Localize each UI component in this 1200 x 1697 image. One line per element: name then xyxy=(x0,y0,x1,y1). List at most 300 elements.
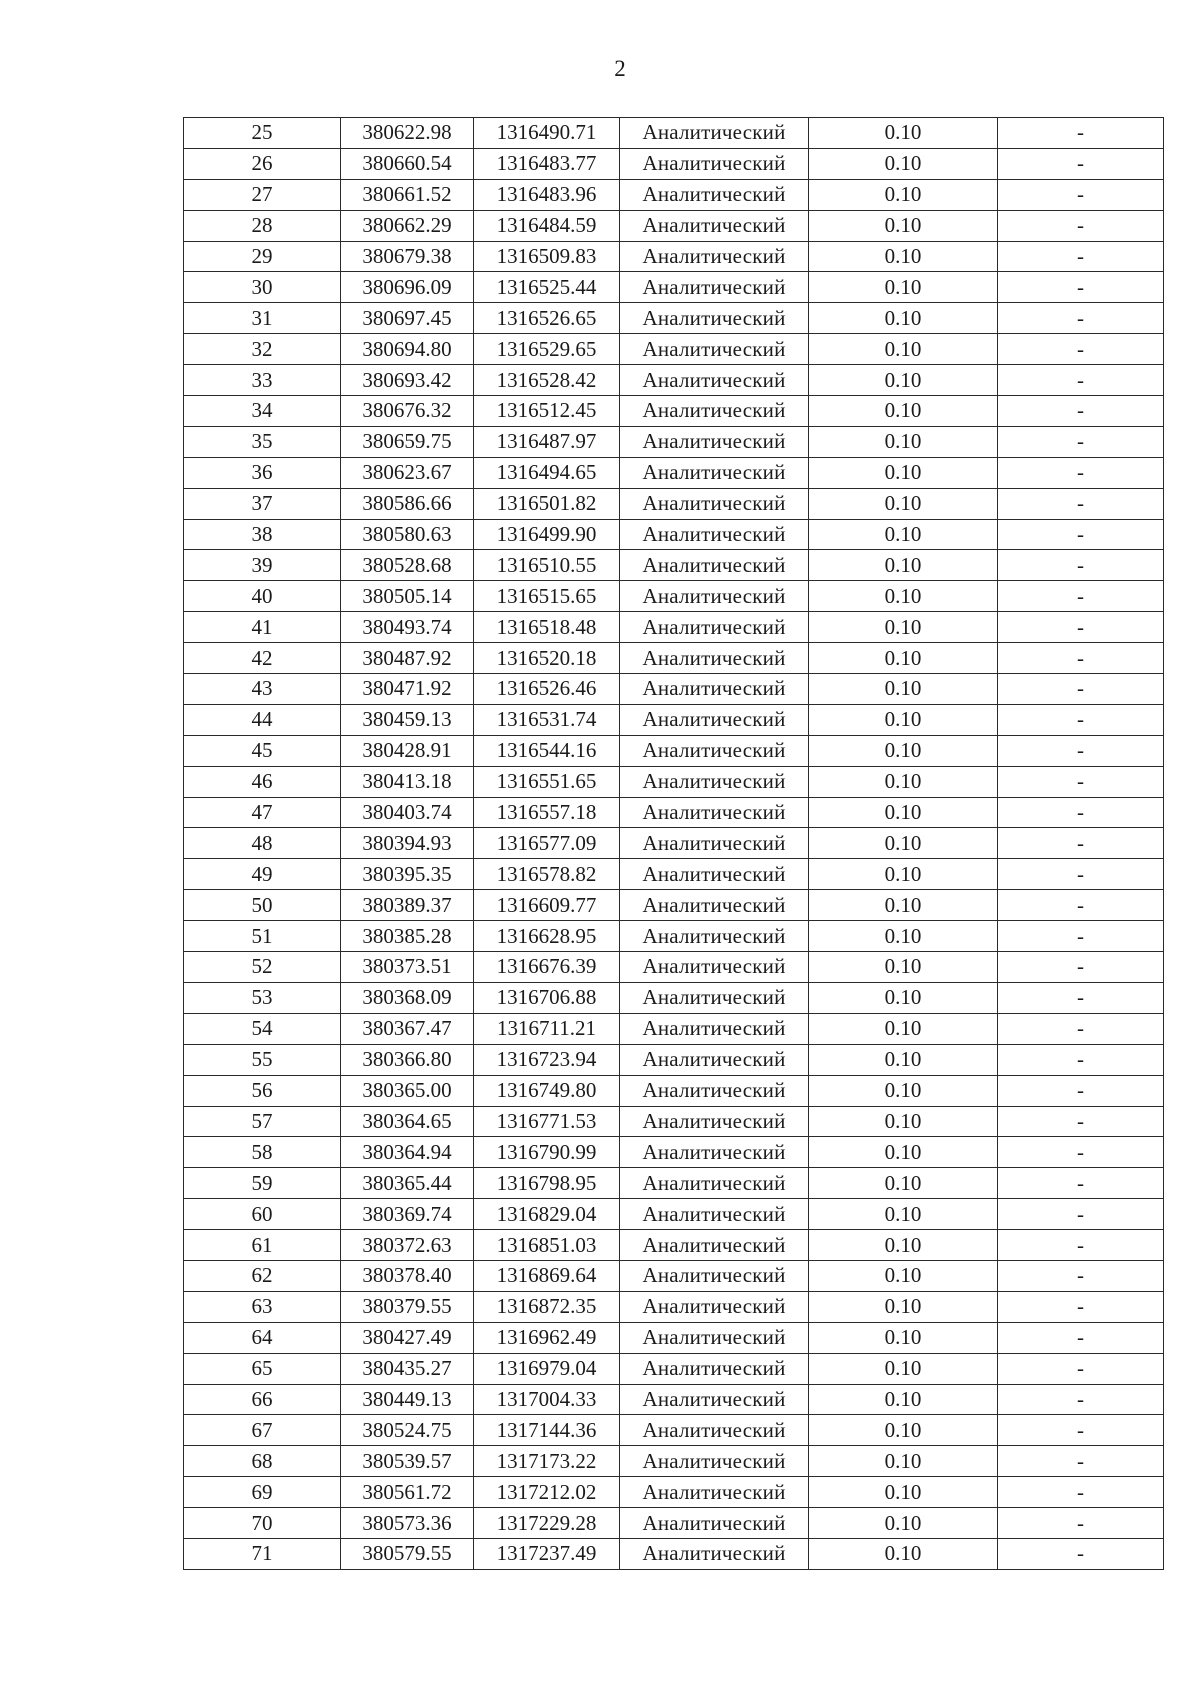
table-row xyxy=(184,674,1164,705)
y-coordinate-cell: 1316676.39 xyxy=(474,952,620,983)
x-coordinate-cell: 380528.68 xyxy=(341,550,474,581)
accuracy-cell: 0.10 xyxy=(809,1353,998,1384)
x-coordinate-cell: 380385.28 xyxy=(341,921,474,952)
x-coordinate-cell: 380428.91 xyxy=(341,735,474,766)
accuracy-cell: 0.10 xyxy=(809,550,998,581)
table-row xyxy=(184,1044,1164,1075)
accuracy-cell: 0.10 xyxy=(809,241,998,272)
table-row xyxy=(184,241,1164,272)
accuracy-cell: 0.10 xyxy=(809,1322,998,1353)
accuracy-cell: 0.10 xyxy=(809,457,998,488)
method-cell: Аналитический xyxy=(620,457,809,488)
method-cell: Аналитический xyxy=(620,921,809,952)
y-coordinate-cell: 1316790.99 xyxy=(474,1137,620,1168)
point-number-cell: 63 xyxy=(184,1291,341,1322)
method-cell: Аналитический xyxy=(620,148,809,179)
table-row xyxy=(184,210,1164,241)
y-coordinate-cell: 1316544.16 xyxy=(474,735,620,766)
y-coordinate-cell: 1317173.22 xyxy=(474,1446,620,1477)
point-number-cell: 54 xyxy=(184,1013,341,1044)
table-row xyxy=(184,1446,1164,1477)
point-number-cell: 56 xyxy=(184,1075,341,1106)
y-coordinate-cell: 1316962.49 xyxy=(474,1322,620,1353)
point-number-cell: 40 xyxy=(184,581,341,612)
table-row xyxy=(184,1538,1164,1569)
point-number-cell: 55 xyxy=(184,1044,341,1075)
y-coordinate-cell: 1316979.04 xyxy=(474,1353,620,1384)
table-row xyxy=(184,735,1164,766)
table-row xyxy=(184,1353,1164,1384)
y-coordinate-cell: 1316512.45 xyxy=(474,396,620,427)
note-cell: - xyxy=(998,704,1164,735)
point-number-cell: 30 xyxy=(184,272,341,303)
x-coordinate-cell: 380561.72 xyxy=(341,1477,474,1508)
accuracy-cell: 0.10 xyxy=(809,519,998,550)
accuracy-cell: 0.10 xyxy=(809,1415,998,1446)
note-cell: - xyxy=(998,643,1164,674)
note-cell: - xyxy=(998,1477,1164,1508)
y-coordinate-cell: 1316798.95 xyxy=(474,1168,620,1199)
method-cell: Аналитический xyxy=(620,1322,809,1353)
note-cell: - xyxy=(998,334,1164,365)
accuracy-cell: 0.10 xyxy=(809,488,998,519)
method-cell: Аналитический xyxy=(620,365,809,396)
point-number-cell: 39 xyxy=(184,550,341,581)
point-number-cell: 65 xyxy=(184,1353,341,1384)
method-cell: Аналитический xyxy=(620,1477,809,1508)
note-cell: - xyxy=(998,1199,1164,1230)
point-number-cell: 26 xyxy=(184,148,341,179)
method-cell: Аналитический xyxy=(620,704,809,735)
note-cell: - xyxy=(998,921,1164,952)
note-cell: - xyxy=(998,952,1164,983)
note-cell: - xyxy=(998,797,1164,828)
accuracy-cell: 0.10 xyxy=(809,272,998,303)
x-coordinate-cell: 380661.52 xyxy=(341,179,474,210)
accuracy-cell: 0.10 xyxy=(809,1137,998,1168)
y-coordinate-cell: 1316557.18 xyxy=(474,797,620,828)
table-row xyxy=(184,457,1164,488)
y-coordinate-cell: 1317237.49 xyxy=(474,1538,620,1569)
accuracy-cell: 0.10 xyxy=(809,1508,998,1539)
accuracy-cell: 0.10 xyxy=(809,828,998,859)
accuracy-cell: 0.10 xyxy=(809,148,998,179)
accuracy-cell: 0.10 xyxy=(809,1075,998,1106)
point-number-cell: 42 xyxy=(184,643,341,674)
method-cell: Аналитический xyxy=(620,581,809,612)
x-coordinate-cell: 380586.66 xyxy=(341,488,474,519)
x-coordinate-cell: 380662.29 xyxy=(341,210,474,241)
point-number-cell: 32 xyxy=(184,334,341,365)
method-cell: Аналитический xyxy=(620,272,809,303)
x-coordinate-cell: 380395.35 xyxy=(341,859,474,890)
x-coordinate-cell: 380413.18 xyxy=(341,766,474,797)
table-row xyxy=(184,1477,1164,1508)
table-row xyxy=(184,890,1164,921)
y-coordinate-cell: 1317212.02 xyxy=(474,1477,620,1508)
note-cell: - xyxy=(998,1013,1164,1044)
table-row xyxy=(184,581,1164,612)
note-cell: - xyxy=(998,272,1164,303)
y-coordinate-cell: 1317144.36 xyxy=(474,1415,620,1446)
point-number-cell: 59 xyxy=(184,1168,341,1199)
point-number-cell: 41 xyxy=(184,612,341,643)
table-row xyxy=(184,643,1164,674)
method-cell: Аналитический xyxy=(620,1538,809,1569)
point-number-cell: 53 xyxy=(184,982,341,1013)
x-coordinate-cell: 380365.44 xyxy=(341,1168,474,1199)
y-coordinate-cell: 1316483.77 xyxy=(474,148,620,179)
y-coordinate-cell: 1316529.65 xyxy=(474,334,620,365)
note-cell: - xyxy=(998,1508,1164,1539)
note-cell: - xyxy=(998,396,1164,427)
x-coordinate-cell: 380365.00 xyxy=(341,1075,474,1106)
y-coordinate-cell: 1316528.42 xyxy=(474,365,620,396)
accuracy-cell: 0.10 xyxy=(809,766,998,797)
note-cell: - xyxy=(998,426,1164,457)
note-cell: - xyxy=(998,1415,1164,1446)
table-row xyxy=(184,396,1164,427)
x-coordinate-cell: 380696.09 xyxy=(341,272,474,303)
table-row xyxy=(184,612,1164,643)
point-number-cell: 49 xyxy=(184,859,341,890)
accuracy-cell: 0.10 xyxy=(809,921,998,952)
y-coordinate-cell: 1317229.28 xyxy=(474,1508,620,1539)
x-coordinate-cell: 380694.80 xyxy=(341,334,474,365)
method-cell: Аналитический xyxy=(620,334,809,365)
accuracy-cell: 0.10 xyxy=(809,426,998,457)
x-coordinate-cell: 380364.65 xyxy=(341,1106,474,1137)
method-cell: Аналитический xyxy=(620,210,809,241)
note-cell: - xyxy=(998,1538,1164,1569)
point-number-cell: 45 xyxy=(184,735,341,766)
x-coordinate-cell: 380369.74 xyxy=(341,1199,474,1230)
accuracy-cell: 0.10 xyxy=(809,612,998,643)
method-cell: Аналитический xyxy=(620,1075,809,1106)
point-number-cell: 25 xyxy=(184,118,341,149)
point-number-cell: 62 xyxy=(184,1260,341,1291)
y-coordinate-cell: 1316578.82 xyxy=(474,859,620,890)
note-cell: - xyxy=(998,488,1164,519)
table-row xyxy=(184,859,1164,890)
method-cell: Аналитический xyxy=(620,1353,809,1384)
point-number-cell: 35 xyxy=(184,426,341,457)
x-coordinate-cell: 380505.14 xyxy=(341,581,474,612)
x-coordinate-cell: 380368.09 xyxy=(341,982,474,1013)
note-cell: - xyxy=(998,674,1164,705)
x-coordinate-cell: 380693.42 xyxy=(341,365,474,396)
table-row xyxy=(184,797,1164,828)
x-coordinate-cell: 380659.75 xyxy=(341,426,474,457)
note-cell: - xyxy=(998,859,1164,890)
y-coordinate-cell: 1316526.46 xyxy=(474,674,620,705)
table-row xyxy=(184,952,1164,983)
accuracy-cell: 0.10 xyxy=(809,859,998,890)
point-number-cell: 66 xyxy=(184,1384,341,1415)
table-row xyxy=(184,1322,1164,1353)
note-cell: - xyxy=(998,148,1164,179)
coordinates-table-body xyxy=(184,118,1164,1570)
x-coordinate-cell: 380539.57 xyxy=(341,1446,474,1477)
note-cell: - xyxy=(998,241,1164,272)
y-coordinate-cell: 1316526.65 xyxy=(474,303,620,334)
method-cell: Аналитический xyxy=(620,612,809,643)
x-coordinate-cell: 380367.47 xyxy=(341,1013,474,1044)
note-cell: - xyxy=(998,1446,1164,1477)
method-cell: Аналитический xyxy=(620,426,809,457)
y-coordinate-cell: 1316531.74 xyxy=(474,704,620,735)
y-coordinate-cell: 1316520.18 xyxy=(474,643,620,674)
x-coordinate-cell: 380449.13 xyxy=(341,1384,474,1415)
note-cell: - xyxy=(998,982,1164,1013)
x-coordinate-cell: 380389.37 xyxy=(341,890,474,921)
x-coordinate-cell: 380366.80 xyxy=(341,1044,474,1075)
accuracy-cell: 0.10 xyxy=(809,1477,998,1508)
method-cell: Аналитический xyxy=(620,303,809,334)
x-coordinate-cell: 380435.27 xyxy=(341,1353,474,1384)
x-coordinate-cell: 380373.51 xyxy=(341,952,474,983)
x-coordinate-cell: 380493.74 xyxy=(341,612,474,643)
point-number-cell: 28 xyxy=(184,210,341,241)
point-number-cell: 46 xyxy=(184,766,341,797)
method-cell: Аналитический xyxy=(620,488,809,519)
note-cell: - xyxy=(998,303,1164,334)
note-cell: - xyxy=(998,179,1164,210)
point-number-cell: 48 xyxy=(184,828,341,859)
accuracy-cell: 0.10 xyxy=(809,643,998,674)
method-cell: Аналитический xyxy=(620,1230,809,1261)
x-coordinate-cell: 380372.63 xyxy=(341,1230,474,1261)
note-cell: - xyxy=(998,766,1164,797)
method-cell: Аналитический xyxy=(620,396,809,427)
note-cell: - xyxy=(998,1137,1164,1168)
method-cell: Аналитический xyxy=(620,519,809,550)
point-number-cell: 33 xyxy=(184,365,341,396)
table-row xyxy=(184,488,1164,519)
method-cell: Аналитический xyxy=(620,1415,809,1446)
y-coordinate-cell: 1316499.90 xyxy=(474,519,620,550)
table-row xyxy=(184,426,1164,457)
method-cell: Аналитический xyxy=(620,1260,809,1291)
method-cell: Аналитический xyxy=(620,674,809,705)
point-number-cell: 52 xyxy=(184,952,341,983)
y-coordinate-cell: 1316706.88 xyxy=(474,982,620,1013)
note-cell: - xyxy=(998,1291,1164,1322)
method-cell: Аналитический xyxy=(620,643,809,674)
accuracy-cell: 0.10 xyxy=(809,1013,998,1044)
point-number-cell: 50 xyxy=(184,890,341,921)
x-coordinate-cell: 380573.36 xyxy=(341,1508,474,1539)
y-coordinate-cell: 1316487.97 xyxy=(474,426,620,457)
note-cell: - xyxy=(998,457,1164,488)
coordinates-table xyxy=(183,117,1164,1570)
table-row xyxy=(184,550,1164,581)
accuracy-cell: 0.10 xyxy=(809,1168,998,1199)
method-cell: Аналитический xyxy=(620,1291,809,1322)
note-cell: - xyxy=(998,1044,1164,1075)
point-number-cell: 58 xyxy=(184,1137,341,1168)
point-number-cell: 67 xyxy=(184,1415,341,1446)
point-number-cell: 70 xyxy=(184,1508,341,1539)
x-coordinate-cell: 380403.74 xyxy=(341,797,474,828)
accuracy-cell: 0.10 xyxy=(809,334,998,365)
note-cell: - xyxy=(998,118,1164,149)
table-row xyxy=(184,179,1164,210)
x-coordinate-cell: 380364.94 xyxy=(341,1137,474,1168)
y-coordinate-cell: 1316628.95 xyxy=(474,921,620,952)
y-coordinate-cell: 1317004.33 xyxy=(474,1384,620,1415)
accuracy-cell: 0.10 xyxy=(809,581,998,612)
y-coordinate-cell: 1316510.55 xyxy=(474,550,620,581)
accuracy-cell: 0.10 xyxy=(809,797,998,828)
note-cell: - xyxy=(998,1168,1164,1199)
y-coordinate-cell: 1316577.09 xyxy=(474,828,620,859)
accuracy-cell: 0.10 xyxy=(809,1106,998,1137)
point-number-cell: 69 xyxy=(184,1477,341,1508)
x-coordinate-cell: 380623.67 xyxy=(341,457,474,488)
y-coordinate-cell: 1316490.71 xyxy=(474,118,620,149)
note-cell: - xyxy=(998,1260,1164,1291)
method-cell: Аналитический xyxy=(620,179,809,210)
point-number-cell: 60 xyxy=(184,1199,341,1230)
y-coordinate-cell: 1316711.21 xyxy=(474,1013,620,1044)
table-row xyxy=(184,1508,1164,1539)
page-number: 2 xyxy=(614,56,626,81)
note-cell: - xyxy=(998,550,1164,581)
note-cell: - xyxy=(998,1230,1164,1261)
accuracy-cell: 0.10 xyxy=(809,674,998,705)
note-cell: - xyxy=(998,890,1164,921)
note-cell: - xyxy=(998,1353,1164,1384)
table-row xyxy=(184,828,1164,859)
y-coordinate-cell: 1316851.03 xyxy=(474,1230,620,1261)
method-cell: Аналитический xyxy=(620,241,809,272)
point-number-cell: 47 xyxy=(184,797,341,828)
accuracy-cell: 0.10 xyxy=(809,1044,998,1075)
y-coordinate-cell: 1316483.96 xyxy=(474,179,620,210)
note-cell: - xyxy=(998,735,1164,766)
table-row xyxy=(184,1137,1164,1168)
y-coordinate-cell: 1316494.65 xyxy=(474,457,620,488)
accuracy-cell: 0.10 xyxy=(809,396,998,427)
point-number-cell: 27 xyxy=(184,179,341,210)
y-coordinate-cell: 1316484.59 xyxy=(474,210,620,241)
accuracy-cell: 0.10 xyxy=(809,118,998,149)
table-row xyxy=(184,519,1164,550)
table-row xyxy=(184,303,1164,334)
method-cell: Аналитический xyxy=(620,1446,809,1477)
y-coordinate-cell: 1316609.77 xyxy=(474,890,620,921)
table-row xyxy=(184,704,1164,735)
method-cell: Аналитический xyxy=(620,1508,809,1539)
note-cell: - xyxy=(998,365,1164,396)
note-cell: - xyxy=(998,612,1164,643)
method-cell: Аналитический xyxy=(620,1013,809,1044)
x-coordinate-cell: 380379.55 xyxy=(341,1291,474,1322)
method-cell: Аналитический xyxy=(620,982,809,1013)
x-coordinate-cell: 380676.32 xyxy=(341,396,474,427)
x-coordinate-cell: 380660.54 xyxy=(341,148,474,179)
x-coordinate-cell: 380579.55 xyxy=(341,1538,474,1569)
method-cell: Аналитический xyxy=(620,1199,809,1230)
y-coordinate-cell: 1316869.64 xyxy=(474,1260,620,1291)
table-row xyxy=(184,1199,1164,1230)
table-row xyxy=(184,766,1164,797)
x-coordinate-cell: 380427.49 xyxy=(341,1322,474,1353)
accuracy-cell: 0.10 xyxy=(809,1199,998,1230)
point-number-cell: 36 xyxy=(184,457,341,488)
method-cell: Аналитический xyxy=(620,1384,809,1415)
accuracy-cell: 0.10 xyxy=(809,179,998,210)
y-coordinate-cell: 1316525.44 xyxy=(474,272,620,303)
accuracy-cell: 0.10 xyxy=(809,704,998,735)
point-number-cell: 34 xyxy=(184,396,341,427)
method-cell: Аналитический xyxy=(620,1168,809,1199)
accuracy-cell: 0.10 xyxy=(809,365,998,396)
x-coordinate-cell: 380487.92 xyxy=(341,643,474,674)
table-row xyxy=(184,1291,1164,1322)
accuracy-cell: 0.10 xyxy=(809,1384,998,1415)
note-cell: - xyxy=(998,1106,1164,1137)
x-coordinate-cell: 380471.92 xyxy=(341,674,474,705)
accuracy-cell: 0.10 xyxy=(809,1291,998,1322)
x-coordinate-cell: 380524.75 xyxy=(341,1415,474,1446)
note-cell: - xyxy=(998,581,1164,612)
table-row xyxy=(184,1106,1164,1137)
accuracy-cell: 0.10 xyxy=(809,735,998,766)
table-row xyxy=(184,118,1164,149)
x-coordinate-cell: 380459.13 xyxy=(341,704,474,735)
y-coordinate-cell: 1316501.82 xyxy=(474,488,620,519)
point-number-cell: 71 xyxy=(184,1538,341,1569)
method-cell: Аналитический xyxy=(620,1137,809,1168)
point-number-cell: 38 xyxy=(184,519,341,550)
note-cell: - xyxy=(998,1075,1164,1106)
accuracy-cell: 0.10 xyxy=(809,982,998,1013)
y-coordinate-cell: 1316515.65 xyxy=(474,581,620,612)
y-coordinate-cell: 1316518.48 xyxy=(474,612,620,643)
table-row xyxy=(184,921,1164,952)
y-coordinate-cell: 1316872.35 xyxy=(474,1291,620,1322)
accuracy-cell: 0.10 xyxy=(809,303,998,334)
x-coordinate-cell: 380378.40 xyxy=(341,1260,474,1291)
method-cell: Аналитический xyxy=(620,859,809,890)
table-row xyxy=(184,272,1164,303)
point-number-cell: 43 xyxy=(184,674,341,705)
table-row xyxy=(184,1260,1164,1291)
point-number-cell: 64 xyxy=(184,1322,341,1353)
method-cell: Аналитический xyxy=(620,766,809,797)
method-cell: Аналитический xyxy=(620,1106,809,1137)
y-coordinate-cell: 1316771.53 xyxy=(474,1106,620,1137)
accuracy-cell: 0.10 xyxy=(809,1230,998,1261)
x-coordinate-cell: 380622.98 xyxy=(341,118,474,149)
note-cell: - xyxy=(998,1322,1164,1353)
accuracy-cell: 0.10 xyxy=(809,890,998,921)
y-coordinate-cell: 1316509.83 xyxy=(474,241,620,272)
point-number-cell: 57 xyxy=(184,1106,341,1137)
accuracy-cell: 0.10 xyxy=(809,952,998,983)
table-row xyxy=(184,1168,1164,1199)
x-coordinate-cell: 380580.63 xyxy=(341,519,474,550)
accuracy-cell: 0.10 xyxy=(809,1446,998,1477)
table-row xyxy=(184,1384,1164,1415)
method-cell: Аналитический xyxy=(620,735,809,766)
y-coordinate-cell: 1316749.80 xyxy=(474,1075,620,1106)
table-row xyxy=(184,1230,1164,1261)
table-row xyxy=(184,1415,1164,1446)
method-cell: Аналитический xyxy=(620,890,809,921)
